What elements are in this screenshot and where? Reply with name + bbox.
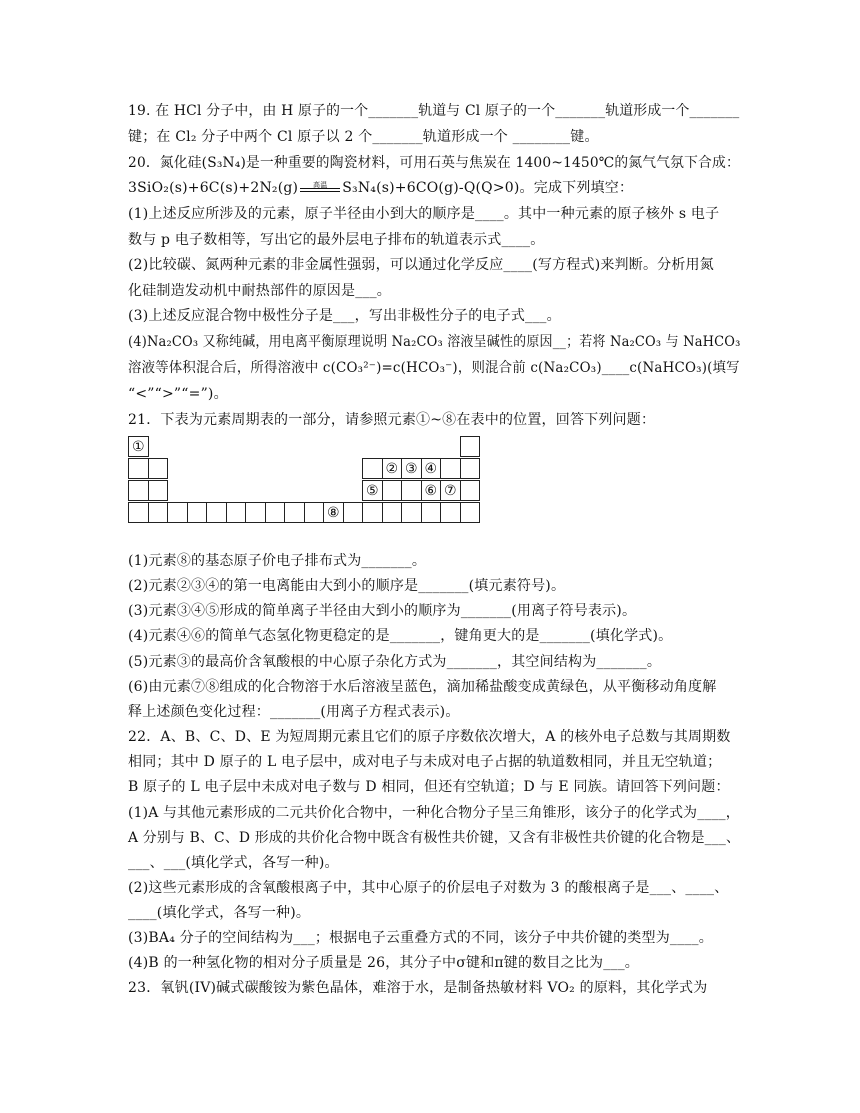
table-cell <box>245 502 266 523</box>
q20-part1-b: 数与 p 电子数相等，写出它的最外层电子排布的轨道表示式____。 <box>128 232 545 248</box>
q20-part4-a: (4)Na₂CO₃ 又称纯碱，用电离平衡原理说明 Na₂CO₃ 溶液呈碱性的原因__；若将 Na₂CO₃ 与 NaHCO₃ <box>128 334 741 350</box>
table-cell <box>148 480 169 501</box>
q22-part3: (3)BA₄ 分子的空间结构为___；根据电子云重叠方式的不同，该分子中共价键的类型为____。 <box>128 930 713 946</box>
element-3-cell: ③ <box>401 458 422 479</box>
q19-line-2: 键；在 Cl₂ 分子中两个 Cl 原子以 2 个_______轨道形成一个 ________键。 <box>128 129 599 145</box>
table-cell <box>128 458 149 479</box>
table-cell <box>440 502 461 523</box>
q22-line-1: 22．A、B、C、D、E 为短周期元素且它们的原子序数依次增大，A 的核外电子总数与其周期数 <box>128 729 731 745</box>
table-cell <box>265 502 286 523</box>
q22-part1-a: (1)A 与其他元素形成的二元共价化合物中，一种化合物分子呈三角锥形，该分子的化学式为____， <box>128 805 740 821</box>
table-cell <box>440 458 461 479</box>
q20-part4-c: “<”“>”“=”)。 <box>128 386 228 402</box>
q20-part2-a: (2)比较碳、氮两种元素的非金属性强弱，可以通过化学反应____(写方程式)来判断。分析用氮 <box>128 257 714 273</box>
q21-intro: 21．下表为元素周期表的一部分，请参照元素①~⑧在表中的位置，回答下列问题： <box>128 412 656 428</box>
element-1-cell: ① <box>128 436 149 457</box>
table-cell <box>460 502 481 523</box>
table-cell <box>284 502 305 523</box>
table-cell <box>128 502 149 523</box>
q21-part5: (5)元素③的最高价含氧酸根的中心原子杂化方式为_______，其空间结构为_______。 <box>128 654 662 670</box>
period-3 <box>128 480 479 502</box>
q22-line-3: B 原子的 L 电子层中未成对电子数与 D 相同，但还有空轨道；D 与 E 同族。请回答下列问题： <box>128 779 730 795</box>
q22-part2-b: ____(填化学式，各写一种)。 <box>128 905 311 921</box>
period-1 <box>128 436 479 458</box>
q22-part1-b: A 分别与 B、C、D 形成的共价化合物中既含有极性共价键，又含有非极性共价键的化合物是___、 <box>128 830 741 846</box>
table-cell <box>362 458 383 479</box>
table-cell <box>148 502 169 523</box>
q22-part2-a: (2)这些元素形成的含氧酸根离子中，其中心原子的价层电子对数为 3 的酸根离子是___、____、 <box>128 880 729 896</box>
q21-part4: (4)元素④⑥的简单气态氢化物更稳定的是_______，键角更大的是_______(填化学式)。 <box>128 628 673 644</box>
periodic-table-fragment <box>128 436 479 524</box>
table-cell <box>206 502 227 523</box>
equation-left: 3SiO₂(s)+6C(s)+2N₂(g) <box>128 180 299 196</box>
q22-part4: (4)B 的一种氢化物的相对分子质量是 26，其分子中σ键和π键的数目之比为___。 <box>128 955 639 971</box>
q19-line-1: 19. 在 HCl 分子中，由 H 原子的一个_______轨道与 Cl 原子的一个_______轨道形成一个_______ <box>128 103 740 119</box>
q21-part6-a: (6)由元素⑦⑧组成的化合物溶于水后溶液呈蓝色，滴加稀盐酸变成黄绿色，从平衡移动角度解 <box>128 679 717 695</box>
table-cell <box>382 480 403 501</box>
element-8-cell: ⑧ <box>323 502 344 523</box>
element-4-cell: ④ <box>421 458 442 479</box>
equation-right: S₃N₄(s)+6CO(g)-Q(Q>0)。完成下列填空： <box>342 180 634 196</box>
table-cell <box>167 502 188 523</box>
high-temp-arrow <box>298 178 342 198</box>
table-cell <box>460 436 481 457</box>
period-4 <box>128 502 479 524</box>
element-6-cell: ⑥ <box>421 480 442 501</box>
element-5-cell: ⑤ <box>362 480 383 501</box>
table-cell <box>148 458 169 479</box>
table-cell <box>226 502 247 523</box>
q20-part4-b: 溶液等体积混合后，所得溶液中 c(CO₃²⁻)=c(HCO₃⁻)，则混合前 c(Na₂CO₃)____c(NaHCO₃)(填写 <box>128 360 740 376</box>
q22-part1-c: ___、___(填化学式，各写一种)。 <box>128 855 339 871</box>
q20-equation <box>128 178 740 198</box>
q22-line-2: 相同；其中 D 原子的 L 电子层中，成对电子与未成对电子占据的轨道数相同，并且无空轨道； <box>128 754 722 770</box>
table-cell <box>343 502 364 523</box>
q21-part6-b: 释上述颜色变化过程：_______(用离子方程式表示)。 <box>128 704 460 720</box>
table-cell <box>421 502 442 523</box>
element-2-cell: ② <box>382 458 403 479</box>
q20-part3: (3)上述反应混合物中极性分子是___，写出非极性分子的电子式___。 <box>128 308 561 324</box>
element-7-cell: ⑦ <box>440 480 461 501</box>
table-cell <box>382 502 403 523</box>
q20-part2-b: 化硅制造发动机中耐热部件的原因是___。 <box>128 283 391 299</box>
q21-part1: (1)元素⑧的基态原子价电子排布式为_______。 <box>128 553 427 569</box>
table-cell <box>460 480 481 501</box>
table-cell <box>401 480 422 501</box>
arrow-condition: 高温 <box>313 181 328 189</box>
q20-part1-a: (1)上述反应所涉及的元素，原子半径由小到大的顺序是____。其中一种元素的原子核外 s 电子 <box>128 206 720 222</box>
period-2 <box>128 458 479 480</box>
table-cell <box>128 480 149 501</box>
table-cell <box>401 502 422 523</box>
q20-line-1: 20．氮化硅(S₃N₄)是一种重要的陶瓷材料，可用石英与焦炭在 1400~1450℃的氮气气氛下合成： <box>128 155 740 171</box>
q23-line-1: 23．氧钒(IV)碱式碳酸铵为紫色晶体，难溶于水，是制备热敏材料 VO₂ 的原料，其化学式为 <box>128 980 708 996</box>
q21-part3: (3)元素③④⑤形成的简单离子半径由大到小的顺序为_______(用离子符号表示)。 <box>128 603 637 619</box>
table-cell <box>187 502 208 523</box>
table-cell <box>460 458 481 479</box>
q21-part2: (2)元素②③④的第一电离能由大到小的顺序是_______(填元素符号)。 <box>128 578 566 594</box>
table-cell <box>304 502 325 523</box>
table-cell <box>362 502 383 523</box>
